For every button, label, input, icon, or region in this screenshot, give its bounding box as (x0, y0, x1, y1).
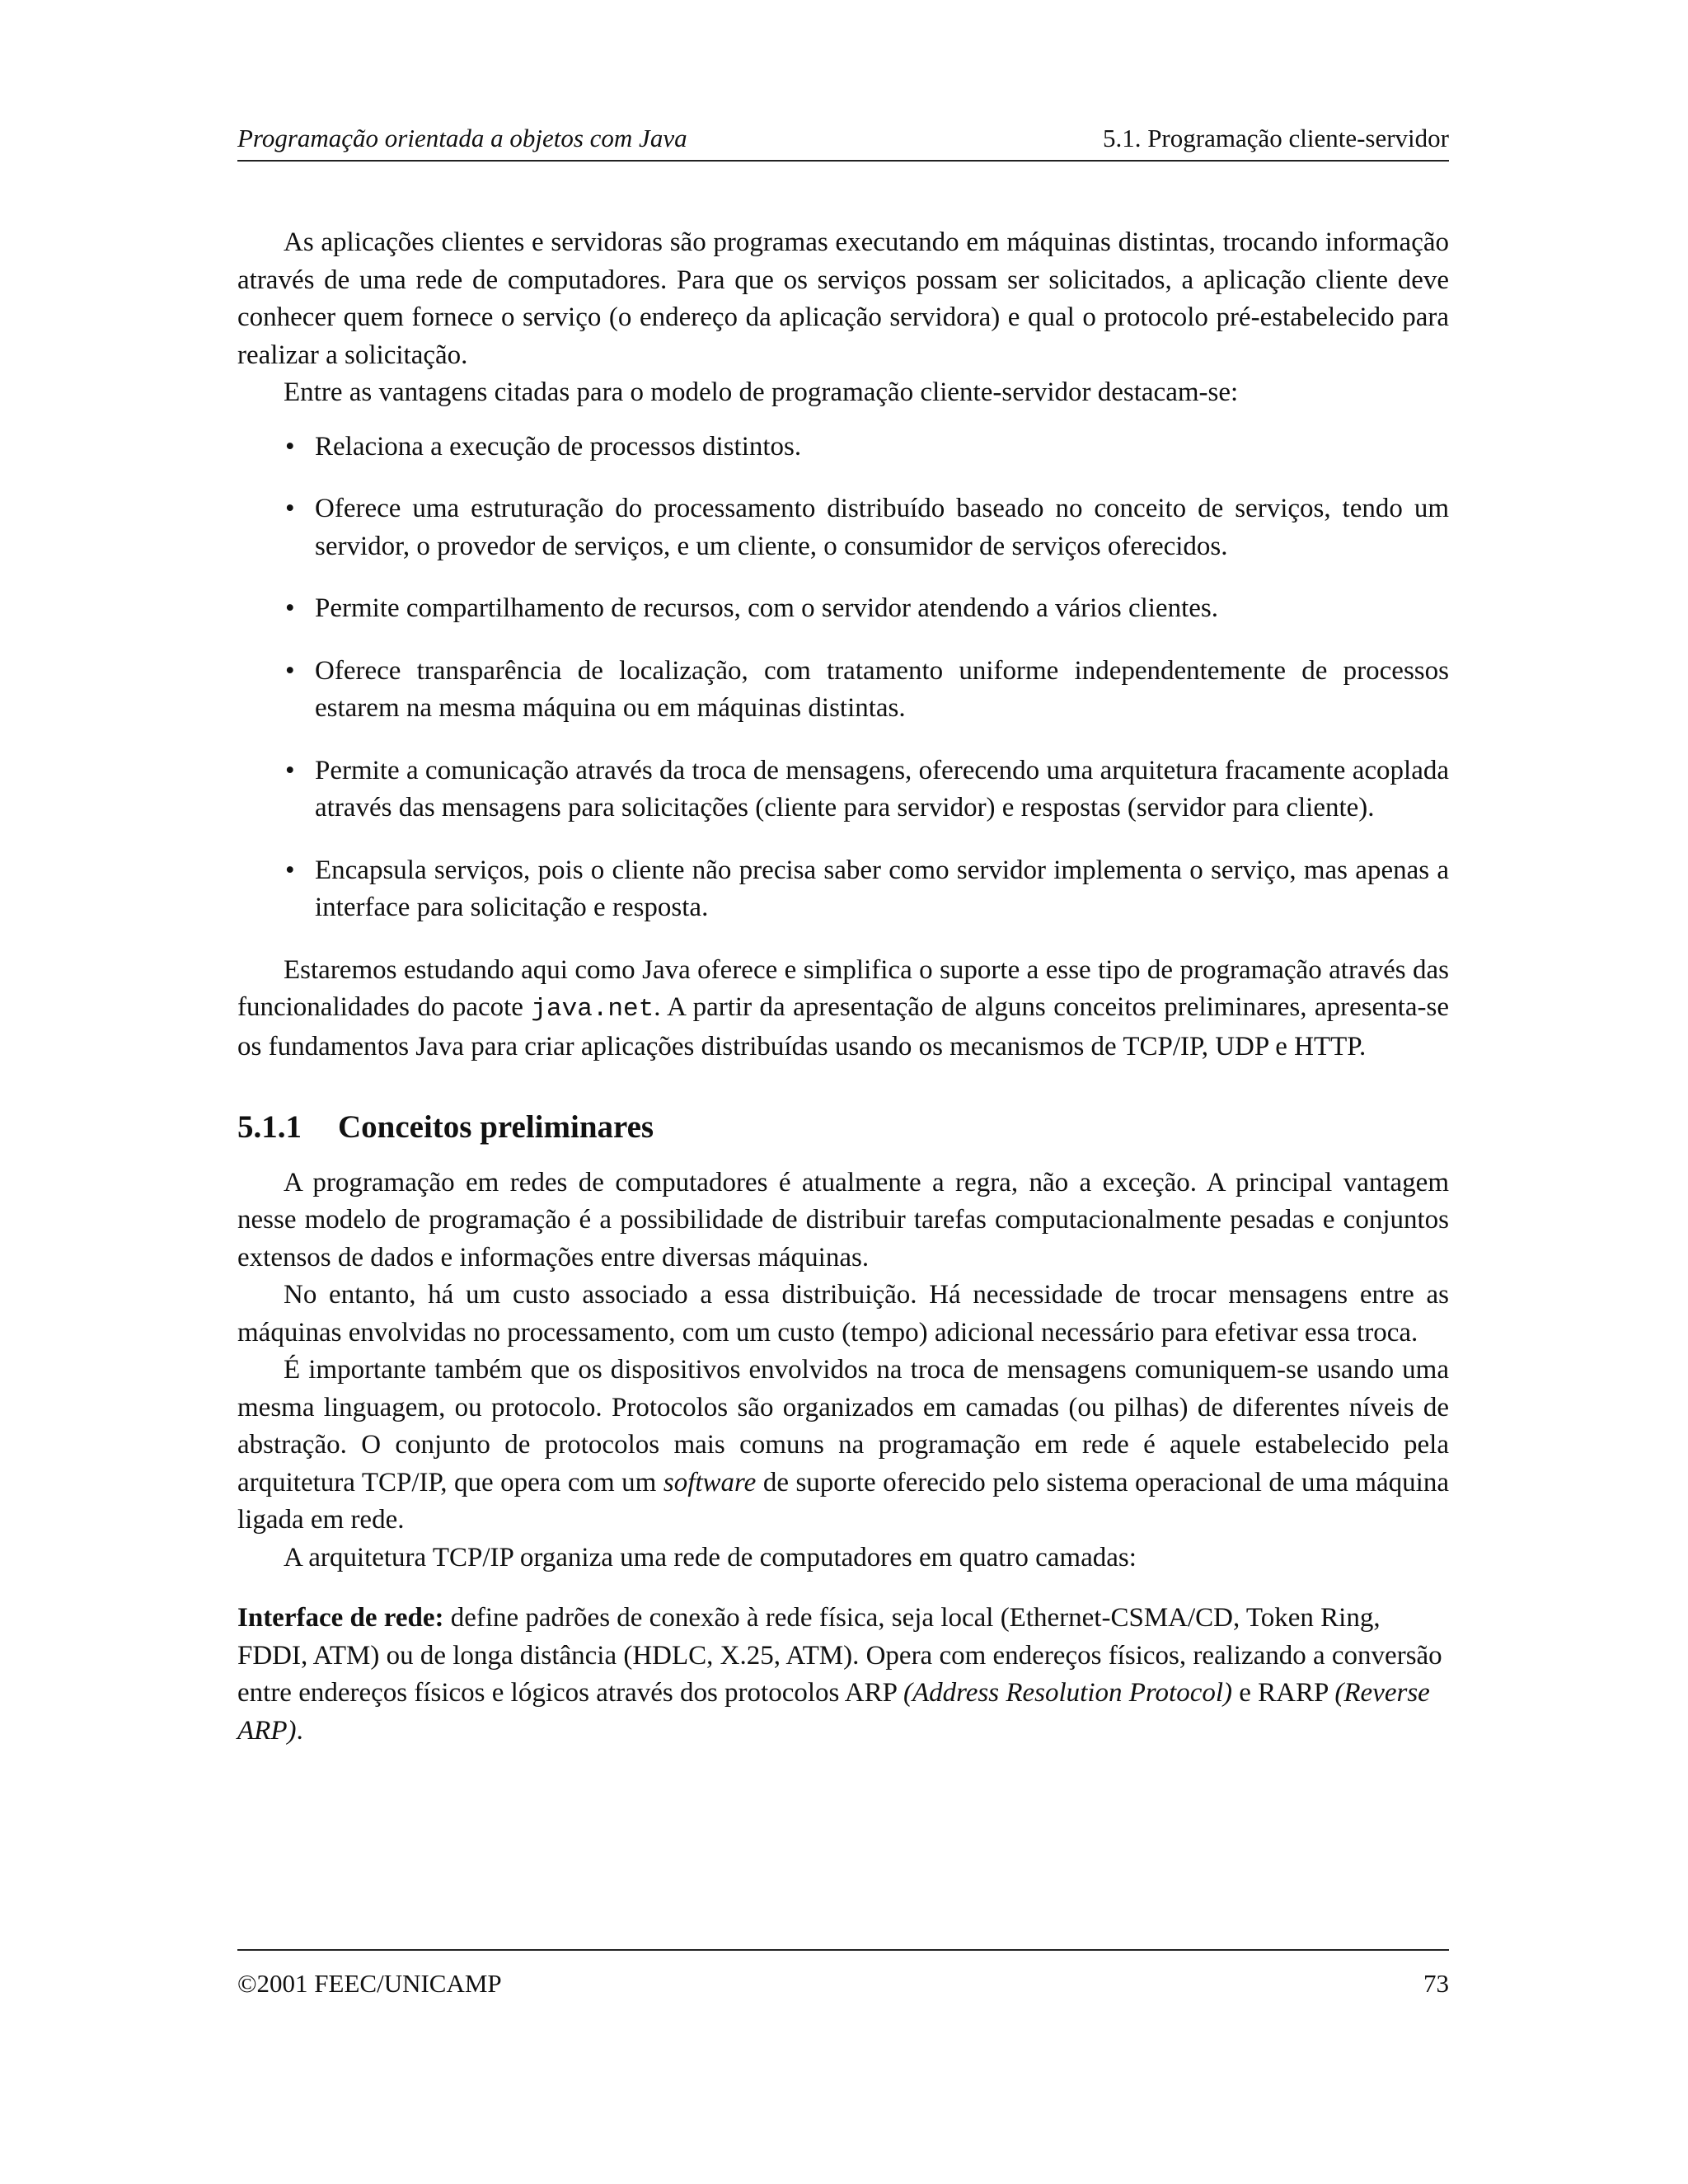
list-item: • Relaciona a execução de processos distintos. (237, 429, 1449, 466)
intro-paragraph: As aplicações clientes e servidoras são programas executando em máquinas distintas, trocando informação através de uma rede de computadores. Para que os serviços possam ser solicitados, a aplicação cliente deve conhecer quem fornece o serviço (o endereço da aplicação servidora) e qual o protocolo pré-estabelecido para realizar a solicitação. (237, 227, 1449, 370)
advantages-list (237, 429, 1449, 927)
list-item: • Oferece uma estruturação do processamento distribuído baseado no conceito de serviços, tendo um servidor, o provedor de serviços, e um cliente, o consumidor de serviços oferecidos. (237, 490, 1449, 565)
concepts-paragraph-3: É importante também que os dispositivos envolvidos na troca de mensagens comuniquem-se usando uma mesma linguagem, ou protocolo. Protocolos são organizados em camadas (ou pilhas) de diferentes níveis de abstração. O conjunto de protocolos mais comuns na programação em rede é aquele estabelecido pela arquitetura TCP/IP, que opera com um software de suporte oferecido pelo sistema operacional de uma máquina ligada em rede. (237, 1355, 1449, 1535)
page-body (237, 224, 1449, 1750)
concepts-paragraph-2: No entanto, há um custo associado a essa distribuição. Há necessidade de trocar mensagens entre as máquinas envolvidas no processamento, com um custo (tempo) adicional necessário para efetivar essa troca. (237, 1280, 1449, 1347)
section-number: 5.1.1 (237, 1109, 302, 1145)
bullet-icon: • (285, 593, 295, 623)
header-section-title: 5.1. Programação cliente-servidor (1102, 124, 1449, 152)
concepts-paragraph-4: A arquitetura TCP/IP organiza uma rede de computadores em quatro camadas: (284, 1542, 1137, 1572)
concepts-paragraph-1: A programação em redes de computadores é atualmente a regra, não a exceção. A principal vantagem nesse modelo de programação é a possibilidade de distribuir tarefas computacionalmente pesadas e conjuntos extensos de dados e informações entre diversas máquinas. (237, 1167, 1449, 1272)
definition-list: Interface de rede: define padrões de conexão à rede física, seja local (Ethernet-CSMA/CD, Token Ring, FDDI, ATM) ou de longa distância (HDLC, X.25, ATM). Opera com endereços físicos, realizando a conversão entre endereços físicos e lógicos através dos protocolos ARP (Address Resolution Protocol) e RARP (Reverse ARP). (237, 1603, 1442, 1746)
bullet-icon: • (285, 431, 295, 462)
bullet-icon: • (285, 494, 295, 523)
list-item: • Oferece transparência de localização, com tratamento uniforme independentemente de processos estarem na mesma máquina ou em máquinas distintas. (237, 653, 1449, 728)
page-footer (237, 1949, 1449, 1998)
bullet-icon: • (285, 755, 295, 785)
section-heading (237, 1108, 1449, 1146)
code-package-name: java.net (531, 995, 654, 1024)
java-net-paragraph: Estaremos estudando aqui como Java oferece e simplifica o suporte a esse tipo de programação através das funcionalidades do pacote java.net. A partir da apresentação de alguns conceitos preliminares, apresenta-se os fundamentos Java para criar aplicações distribuídas usando os mecanismos de TCP/IP, UDP e HTTP. (237, 954, 1449, 1062)
list-item: • Encapsula serviços, pois o cliente não precisa saber como servidor implementa o serviço, mas apenas a interface para solicitação e resposta. (237, 852, 1449, 927)
bullet-icon: • (285, 655, 295, 686)
advantages-lead: Entre as vantagens citadas para o modelo de programação cliente-servidor destacam-se: (284, 377, 1239, 407)
section-title: Conceitos preliminares (338, 1109, 654, 1145)
copyright-notice: ©2001 FEEC/UNICAMP (237, 1969, 502, 1998)
list-item: • Permite a comunicação através da troca de mensagens, oferecendo uma arquitetura fracamente acoplada através das mensagens para solicitações (cliente para servidor) e respostas (servidor para cliente). (237, 752, 1449, 827)
header-book-title: Programação orientada a objetos com Java (237, 124, 687, 152)
list-item: • Permite compartilhamento de recursos, com o servidor atendendo a vários clientes. (237, 590, 1449, 628)
bullet-icon: • (285, 855, 295, 885)
page-number: 73 (1423, 1969, 1449, 1998)
running-header (237, 120, 1449, 162)
definition-term: Interface de rede: (237, 1603, 444, 1633)
italic-term: software (663, 1467, 757, 1497)
